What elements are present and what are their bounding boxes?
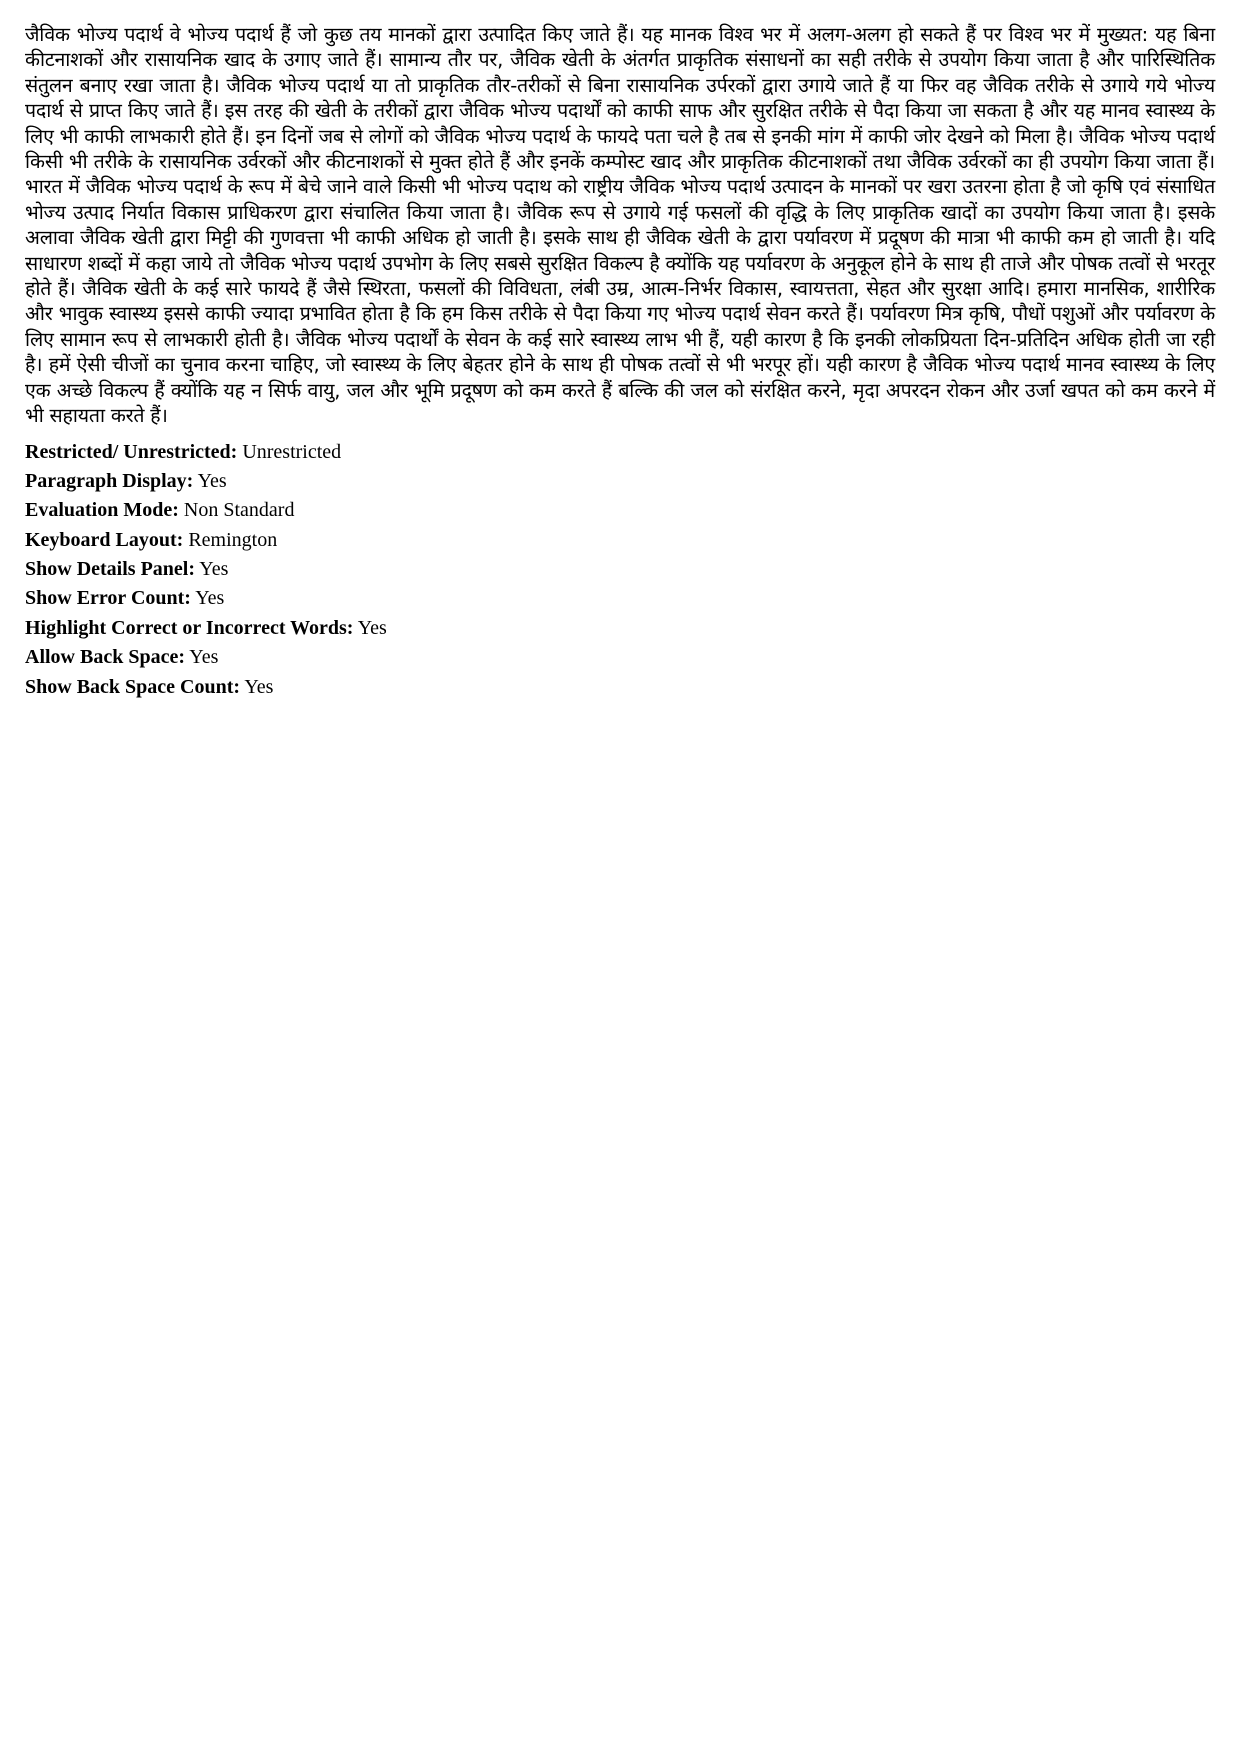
settings-list bbox=[25, 438, 1215, 703]
setting-value: Remington bbox=[188, 528, 278, 551]
setting-show-details-panel bbox=[25, 555, 1215, 584]
setting-label: Show Error Count: bbox=[25, 587, 191, 610]
setting-show-back-space-count bbox=[25, 673, 1215, 702]
setting-label: Highlight Correct or Incorrect Words: bbox=[25, 616, 354, 639]
setting-value: Yes bbox=[195, 587, 225, 610]
setting-highlight-words bbox=[25, 614, 1215, 643]
setting-label: Evaluation Mode: bbox=[25, 499, 179, 522]
setting-keyboard-layout bbox=[25, 526, 1215, 555]
setting-value: Yes bbox=[244, 675, 274, 698]
setting-value: Yes bbox=[199, 558, 229, 581]
setting-allow-back-space bbox=[25, 643, 1215, 672]
setting-restricted bbox=[25, 438, 1215, 467]
setting-label: Show Details Panel: bbox=[25, 558, 195, 581]
setting-label: Allow Back Space: bbox=[25, 646, 185, 669]
document-page bbox=[25, 22, 1215, 702]
setting-value: Non Standard bbox=[183, 499, 295, 522]
setting-value: Yes bbox=[189, 646, 219, 669]
setting-value: Yes bbox=[357, 616, 387, 639]
setting-label: Restricted/ Unrestricted: bbox=[25, 440, 238, 463]
setting-label: Keyboard Layout: bbox=[25, 528, 184, 551]
setting-value: Yes bbox=[197, 469, 227, 492]
passage-text: जैविक भोज्य पदार्थ वे भोज्य पदार्थ हैं जो कुछ तय मानकों द्वारा उत्पादित किए जाते हैं। यह मानक विश्व भर में अलग-अलग हो सकते हैं पर विश्व भर में मुख्यत: यह बिना कीटनाशकों और रासायनिक खाद के उगाए जाते हैं। सामान्य तौर पर, जैविक खेती के अंतर्गत प्राकृतिक संसाधनों का सही तरीके से उपयोग किया जाता है और पारिस्थितिक संतुलन बनाए रखा जाता है। जैविक भोज्य पदार्थ या तो प्राकृतिक तौर-तरीकों से बिना रासायनिक उर्परकों द्वारा उगाये जाते हैं या फिर वह जैविक तरीके से उगाये गये भोज्य पदार्थ से प्राप्त किए जाते हैं। इस तरह की खेती के तरीकों द्वारा जैविक भोज्य पदार्थों को काफी साफ और सुरक्षित तरीके से पैदा किया जा सकता है और यह मानव स्वास्थ्य के लिए भी काफी लाभकारी होते हैं। इन दिनों जब से लोगों को जैविक भोज्य पदार्थ के फायदे पता चले है तब से इनकी मांग में काफी जोर देखने को मिला है। जैविक भोज्य पदार्थ किसी भी तरीके के रासायनिक उर्वरकों और कीटनाशकों से मुक्त होते हैं और इनकें कम्पोस्ट खाद और प्राकृतिक कीटनाशकों तथा जैविक उर्वरकों का ही उपयोग किया जाता हैं। भारत में जैविक भोज्य पदार्थ के रूप में बेचे जाने वाले किसी भी भोज्य पदाथ को राष्ट्रीय जैविक भोज्य पदार्थ उत्पादन के मानकों पर खरा उतरना होता है जो कृषि एवं संसाधित भोज्य उत्पाद निर्यात विकास प्राधिकरण द्वारा संचालित किया जाता है। जैविक रूप से उगाये गई फसलों की वृद्धि के लिए प्राकृतिक खादों का उपयोग किया जाता है। इसके अलावा जैविक खेती द्वारा मिट्टी की गुणवत्ता भी काफी अधिक हो जाती है। इसके साथ ही जैविक खेती के द्वारा पर्यावरण में प्रदूषण की मात्रा भी काफी कम हो जाती है। यदि साधारण शब्दों में कहा जाये तो जैविक भोज्य पदार्थ उपभोग के लिए सबसे सुरक्षित विकल्प है क्योंकि यह पर्यावरण के अनुकूल होने के साथ ही ताजे और पोषक तत्वों से भरतूर होते हैं। जैविक खेती के कई सारे फायदे हैं जैसे स्थिरता, फसलों की विविधता, लंबी उम्र, आत्म-निर्भर विकास, स्वायत्तता, सेहत और सुरक्षा आदि। हमारा मानसिक, शारीरिक और भावुक स्वास्थ्य इससे काफी ज्यादा प्रभावित होता है कि हम किस तरीके से पैदा किया गए भोज्य पदार्थ सेवन करते हैं। पर्यावरण मित्र कृषि, पौधों पशुओं और पर्यावरण के लिए सामान रूप से लाभकारी होती है। जैविक भोज्य पदार्थों के सेवन के कई सारे स्वास्थ्य लाभ भी हैं, यही कारण है कि इनकी लोकप्रियता दिन-प्रतिदिन अधिक होती जा रही है। हमें ऐसी चीजों का चुनाव करना चाहिए, जो स्वास्थ्य के लिए बेहतर होने के साथ ही पोषक तत्वों से भी भरपूर हों। यही कारण है जैविक भोज्य पदार्थ मानव स्वास्थ्य के लिए एक अच्छे विकल्प हैं क्योंकि यह न सिर्फ वायु, जल और भूमि प्रदूषण को कम करते हैं बल्कि की जल को संरक्षित करने, मृदा अपरदन रोकन और उर्जा खपत को कम करने में भी सहायता करते हैं। bbox=[25, 23, 1215, 428]
setting-paragraph-display bbox=[25, 467, 1215, 496]
setting-value: Unrestricted bbox=[242, 440, 342, 463]
setting-evaluation-mode bbox=[25, 496, 1215, 525]
setting-show-error-count bbox=[25, 584, 1215, 613]
setting-label: Show Back Space Count: bbox=[25, 675, 241, 698]
setting-label: Paragraph Display: bbox=[25, 469, 194, 492]
